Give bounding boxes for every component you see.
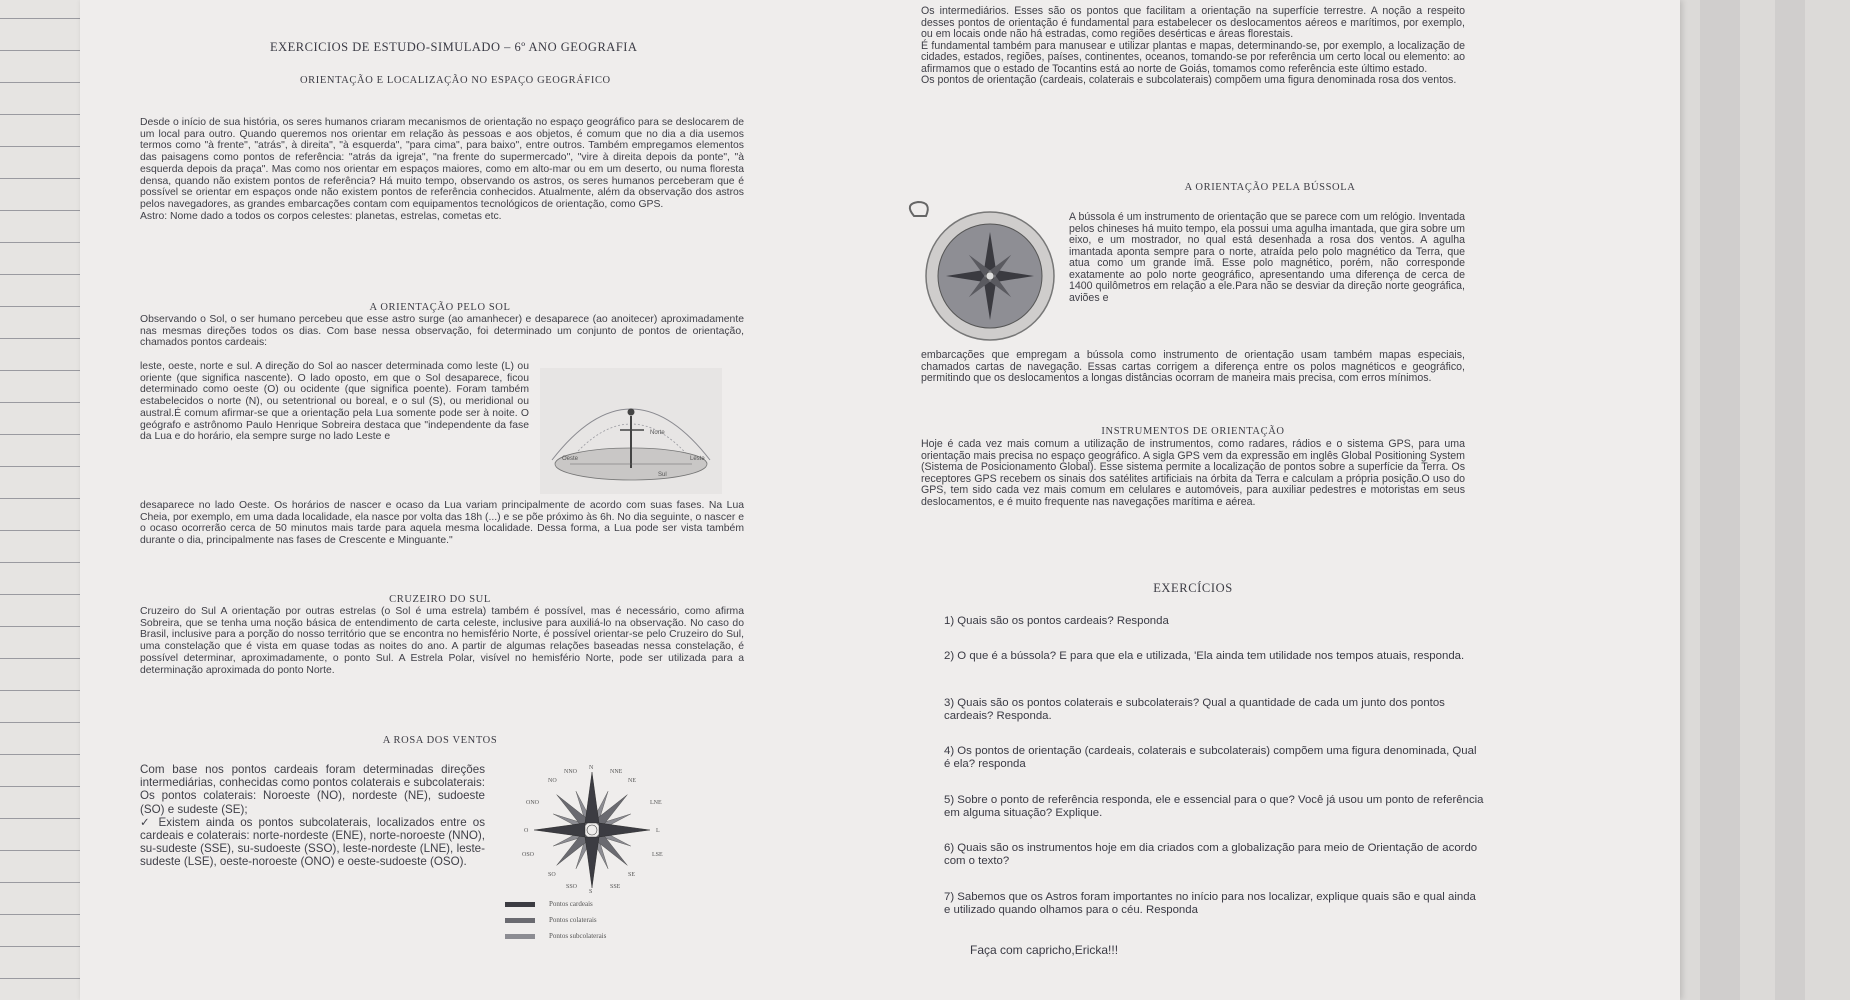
legend-label-cardinal: Pontos cardeais — [549, 900, 593, 908]
bussola-narrow-text — [1069, 212, 1465, 304]
legend-row-cardinal — [505, 896, 606, 912]
bussola-heading: A ORIENTAÇÃO PELA BÚSSOLA — [1184, 182, 1356, 193]
wind-rose-legend — [505, 896, 606, 944]
section-subtitle: ORIENTAÇÃO E LOCALIZAÇÃO NO ESPAÇO GEOGRÁFICO — [300, 75, 611, 86]
fabric-fold — [1775, 0, 1805, 1000]
question-3 — [944, 697, 1484, 723]
rosa-paragraph-1: Com base nos pontos cardeais foram determinadas direções intermediárias, conhecidas como pontos colaterais e subcolaterais: Os pontos colaterais: Noroeste (NO), nordeste (NE), sudoeste (SO) e sudeste (SE); — [140, 763, 485, 816]
legend-label-collateral: Pontos colaterais — [549, 916, 597, 924]
compass-ring — [910, 202, 928, 216]
closing-note: Faça com capricho,Ericka!!! — [970, 943, 1119, 957]
sun-label-west: Oeste — [562, 456, 579, 462]
rose-label-nne: NNE — [610, 769, 623, 775]
bussola-paragraph-1: A bússola é um instrumento de orientação que se parece com um relógio. Inventada pelos chineses há muito tempo, ela possui uma agulha imantada, que gira sobre um eixo, e um mostrador, no qual está desenhada a rosa dos ventos. A agulha imantada aponta sempre para o norte, atraída pelo polo magnético da Terra, que atua como um grande ímã. Esse polo magnético, porém, não corresponde exatamente ao polo norte geográfico, apresentando uma diferença de cerca de 1400 quilômetros em relação a ele.Para não se desviar da direção norte geográfica, aviões e — [1069, 211, 1465, 304]
rose-label-lse: LSE — [652, 852, 663, 858]
question-5 — [944, 794, 1484, 820]
rosa-paragraph-2: ✓ Existem ainda os pontos subcolaterais, localizados entre os cardeais e colaterais: norte-nordeste (ENE), norte-noroeste (NNO), su-sudeste (SSE), su-sudoeste (SSO), leste-nordeste (LNE), leste-sudeste (LSE), oeste-noroeste (ONO) e oeste-sudoeste (OSO). — [140, 815, 485, 869]
rose-label-se: SE — [628, 872, 636, 878]
question-1 — [944, 615, 1464, 628]
right-top-section — [921, 6, 1465, 87]
sun-label-south: Sul — [658, 472, 667, 478]
observer-head — [628, 409, 635, 416]
compass-figure — [900, 198, 1065, 348]
question-2-text: 2) O que é a bússola? E para que ela e utilizada, 'Ela ainda tem utilidade nos tempos atuais, responda. — [944, 650, 1465, 662]
question-3-text: 3) Quais são os pontos colaterais e subcolaterais? Qual a quantidade de cada um junto dos pontos cardeais? Responda. — [944, 697, 1445, 723]
legend-label-subcollateral: Pontos subcolaterais — [549, 932, 607, 940]
sol-heading: A ORIENTAÇÃO PELO SOL — [369, 302, 511, 313]
page-title: EXERCICIOS DE ESTUDO-SIMULADO – 6º ANO GEOGRAFIA — [270, 40, 638, 54]
rose-label-so: SO — [548, 872, 556, 878]
bussola-continuation — [921, 350, 1465, 385]
legend-row-collateral — [505, 912, 606, 928]
question-5-text: 5) Sobre o ponto de referência responda, ele e essencial para o que? Você já usou um ponto de referência em alguma situação? Explique. — [944, 794, 1484, 820]
legend-swatch-subcollateral — [505, 934, 535, 939]
sol-paragraph-1: Observando o Sol, o ser humano percebeu que esse astro surge (ao amanhecer) e desaparece (ao anoitecer) aproximadamente nas mesmas direções todos os dias. Com base nessa observação, foi determinado um conjunto de pontos de orientação, chamados pontos cardeais: — [140, 314, 744, 349]
rosa-section — [140, 763, 485, 869]
question-4 — [944, 745, 1484, 771]
maps-paragraph: É fundamental também para manusear e utilizar plantas e mapas, determinando-se, por exemplo, a localização de cidades, estados, regiões, países, continentes, oceanos, tomando-se por referência um certo local ou elemento: ao afirmamos que o estado de Tocantins está ao norte de Goiás, tomamos como referência este último estado. — [921, 39, 1465, 75]
question-1-text: 1) Quais são os pontos cardeais? Responda — [944, 615, 1169, 627]
rose-label-sso: SSO — [566, 884, 578, 890]
left-column — [140, 117, 744, 222]
rose-center — [587, 825, 597, 835]
sun-label-east: Leste — [690, 456, 705, 462]
instrumentos-heading: INSTRUMENTOS DE ORIENTAÇÃO — [1101, 426, 1285, 437]
sol-intro — [140, 314, 744, 349]
sol-paragraph-3: desaparece no lado Oeste. Os horários de nascer e ocaso da Lua variam principalmente de acordo com suas fases. Na Lua Cheia, por exemplo, em uma dada localidade, ela nasce por volta das 18h (...) e se põe próximo às 6h. No dia seguinte, o nascer e o ocaso ocorrerão cerca de 50 minutos mais tarde para aquela mesma localidade. Dessa forma, a Lua pode ser vista também durante o dia, principalmente nas fases de Crescente e Minguante." — [140, 500, 744, 547]
rose-label-o: O — [524, 828, 529, 834]
rose-label-sse: SSE — [610, 884, 621, 890]
intro-paragraph: Desde o início de sua história, os seres humanos criaram mecanismos de orientação no espaço geográfico para se deslocarem de um local para outro. Quando queremos nos orientar em relação às pessoas e aos objetos, é comum que no dia a dia usemos termos como "à frente", "atrás", à direita", "à esquerda", "para cima", para baixo", entre outros. Também empregamos elementos das paisagens como pontos de referência: "atrás da igreja", "na frente do supermercado", "vire à direita depois da ponte", "à esquerda depois da praça". Mas como nos orientar em espaços maiores, como em alto-mar ou em um deserto, ou numa floresta densa, quando não existem pontos de referência? Há muito tempo, observando os astros, os seres humanos perceberam que é possível se orientar em espaços onde não existem pontos de referência conhecidos. Atualmente, além da observação dos astros pelos navegadores, as grandes embarcações contam com equipamentos tecnológicos de orientação, como GPS. — [140, 117, 744, 210]
rose-label-s: S — [589, 889, 593, 895]
fabric-fold — [1700, 0, 1740, 1000]
wind-rose — [534, 772, 650, 888]
question-7 — [944, 891, 1484, 917]
rose-label-no: NO — [548, 778, 557, 784]
legend-row-subcollateral — [505, 928, 606, 944]
sol-paragraph-2: leste, oeste, norte e sul. A direção do Sol ao nascer determinada como leste (L) ou oriente (que significa nascente). O lado oposto, em que o Sol desaparece, ficou determinado como oeste (O) ou ocidente (que significa poente). Foram também estabelecidos o norte (N), ou setentrional ou boreal, e o sul (S), ou meridional ou austral.É comum afirmar-se que a orientação pela Lua somente pode ser à noite. O geógrafo e astrônomo Paulo Henrique Sobreira destaca que "independente da fase da Lua e do horário, ela sempre surge no lado Leste e — [140, 361, 529, 443]
sun-path-figure — [540, 368, 722, 494]
cruzeiro-heading: CRUZEIRO DO SUL — [389, 594, 491, 605]
question-6-text: 6) Quais são os instrumentos hoje em dia criados com a globalização para meio de Orientação de acordo com o texto? — [944, 842, 1478, 868]
sun-label-north: Norte — [650, 430, 665, 436]
legend-swatch-cardinal — [505, 902, 535, 907]
rose-label-lne: LNE — [650, 800, 662, 806]
question-7-text: 7) Sabemos que os Astros foram importantes no início para nos localizar, explique quais são e qual ainda e utilizado quando olhamos para o céu. Responda — [944, 891, 1476, 917]
rose-label-oso: OSO — [522, 852, 535, 858]
sol-continuation — [140, 500, 744, 547]
question-6 — [944, 842, 1484, 868]
sol-narrow-text — [140, 361, 529, 443]
cruzeiro-paragraph: Cruzeiro do Sul A orientação por outras estrelas (o Sol é uma estrela) também é possível, mas é necessário, como afirma Sobreira, que se tenha uma noção básica de entendimento de carta celeste, inclusive para auxiliá-lo na observação. No caso do Brasil, inclusive para a porção do nosso território que se encontra no hemisfério Norte, é possível orientar-se pelo Cruzeiro do Sul, uma constelação que é vista em quase todas as noites do ano. A partir de algumas relações baseadas nessa constelação, é possível determinar, aproximadamente, o ponto Sul. A Estrela Polar, visível no hemisfério Norte, pode ser utilizada para a determinação aproximada do ponto Norte. — [140, 606, 744, 676]
astro-definition: Astro: Nome dado a todos os corpos celestes: planetas, estrelas, cometas etc. — [140, 210, 502, 222]
question-4-text: 4) Os pontos de orientação (cardeais, colaterais e subcolaterais) compõem uma figura denominada, Qual é ela? responda — [944, 745, 1477, 771]
bussola-paragraph-2: embarcações que empregam a bússola como instrumento de orientação usam também mapas especiais, chamados cartas de navegação. Essas cartas corrigem a diferença entre os polos magnéticos e geográfico, permitindo que os deslocamentos a longas distâncias ocorram de maneira mais precisa, com erros mínimos. — [921, 349, 1465, 384]
rose-label-ono: ONO — [526, 800, 539, 806]
rose-label-l: L — [656, 828, 660, 834]
rose-definition-paragraph: Os pontos de orientação (cardeais, colaterais e subcolaterais) compõem uma figura denominada rosa dos ventos. — [921, 74, 1457, 86]
cruzeiro-section — [140, 606, 744, 676]
question-2 — [944, 650, 1484, 663]
rosa-heading: A ROSA DOS VENTOS — [382, 735, 498, 746]
rose-label-nno: NNO — [564, 769, 577, 775]
exercicios-heading: EXERCÍCIOS — [1153, 581, 1233, 595]
legend-swatch-collateral — [505, 918, 535, 923]
rose-label-n: N — [589, 765, 594, 771]
rose-label-ne: NE — [628, 778, 636, 784]
wind-rose-figure — [490, 760, 695, 895]
intermediate-paragraph: Os intermediários. Esses são os pontos que facilitam a orientação na superfície terrestre. A noção a respeito desses pontos de orientação é fundamental para estabelecer os deslocamentos aéreos e marítimos, por exemplo, ou em locais onde não há estradas, como regiões desérticas e áreas florestais. — [921, 5, 1465, 40]
instrumentos-section — [921, 439, 1465, 508]
fabric-background — [1680, 0, 1850, 1000]
instrumentos-paragraph: Hoje é cada vez mais comum a utilização de instrumentos, como radares, rádios e o sistema GPS, para uma orientação mais precisa no espaço geográfico. A sigla GPS vem da expressão em inglês Global Positioning System (Sistema de Posicionamento Global). Esse sistema permite a localização de pontos sobre a superfície da Terra. Os receptores GPS recebem os sinais dos satélites artificiais na órbita da Terra e calculam a própria posição.O uso do GPS, tem sido cada vez mais comum em celulares e automóveis, para auxiliar pedestres e motoristas em seus deslocamentos, e é muito frequente nas navegações marítima e aérea. — [921, 438, 1465, 508]
